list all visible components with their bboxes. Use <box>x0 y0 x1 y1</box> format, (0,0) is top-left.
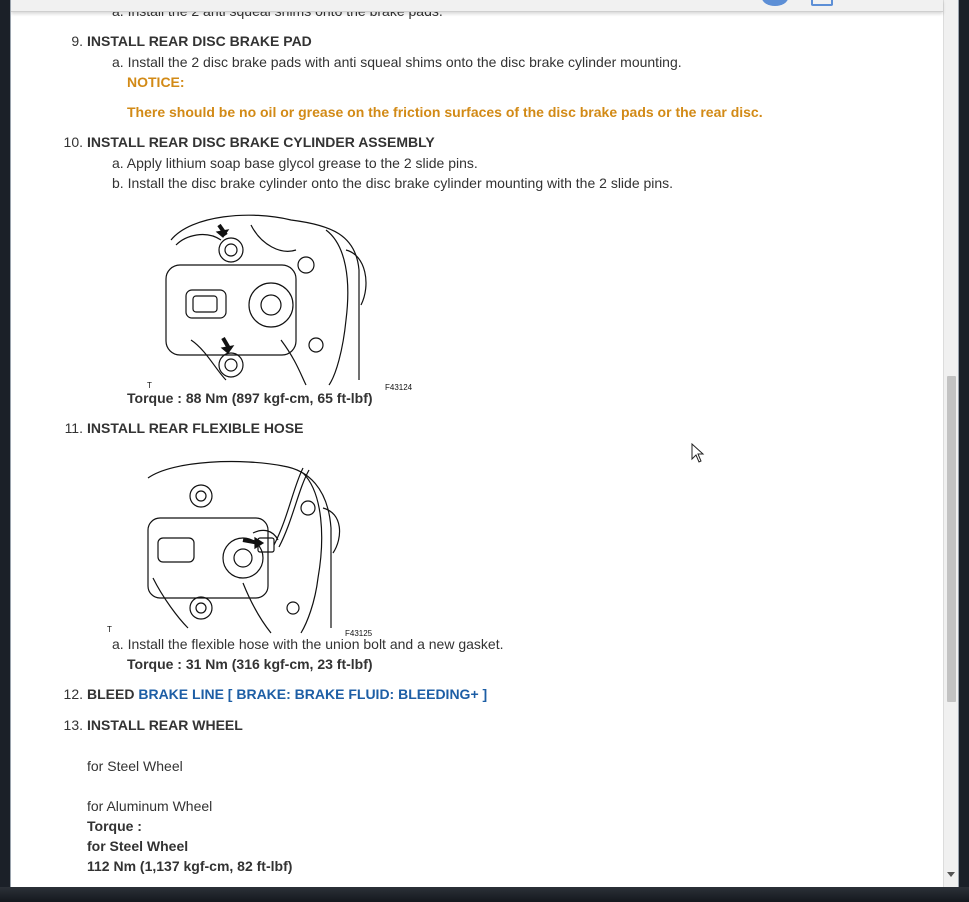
figure-2-code: F43125 <box>345 629 373 638</box>
step-10-torque: Torque : 88 Nm (897 kgf-cm, 65 ft-lbf) <box>127 390 373 406</box>
step-10-title: INSTALL REAR DISC BRAKE CYLINDER ASSEMBLY <box>87 134 435 150</box>
wheel-torque-label: Torque : <box>87 818 142 834</box>
step-13-number: 13. <box>63 717 83 733</box>
avatar[interactable] <box>762 0 788 6</box>
scrollbar-thumb[interactable] <box>947 376 956 702</box>
figure-2-label-left: T <box>107 625 112 634</box>
edit-icon[interactable] <box>811 0 833 6</box>
document-content <box>11 0 943 902</box>
notice-text: There should be no oil or grease on the friction surfaces of the disc brake pads or the rear disc. <box>127 104 763 120</box>
step-9-title: INSTALL REAR DISC BRAKE PAD <box>87 33 312 49</box>
document-window <box>11 0 958 902</box>
flexible-hose-illustration <box>93 458 383 636</box>
step-11-substep-a: a. Install the flexible hose with the union bolt and a new gasket. <box>112 636 504 652</box>
notice-label: NOTICE: <box>127 74 185 90</box>
brake-cylinder-illustration <box>131 210 411 390</box>
step-10-substep-b: b. Install the disc brake cylinder onto the disc brake cylinder mounting with the 2 slide pins. <box>112 175 674 191</box>
step-9-substep-a: a. Install the 2 disc brake pads with anti squeal shims onto the disc brake cylinder mounting. <box>112 54 682 70</box>
brake-line-bleeding-link[interactable]: BRAKE LINE [ BRAKE: BRAKE FLUID: BLEEDING+ ] <box>138 686 488 702</box>
step-10-substep-a: a. Apply lithium soap base glycol grease to the 2 slide pins. <box>112 155 478 171</box>
step-12-line <box>87 684 487 704</box>
toolbar <box>11 0 943 12</box>
steel-wheel-torque-heading: for Steel Wheel <box>87 838 189 854</box>
step-9-number: 9. <box>71 33 83 49</box>
vertical-scrollbar[interactable] <box>943 0 958 902</box>
aluminum-wheel-label: for Aluminum Wheel <box>87 798 213 814</box>
step-12-title: BLEED <box>87 686 135 702</box>
scroll-down-arrow-icon[interactable] <box>947 872 955 877</box>
step-13-title: INSTALL REAR WHEEL <box>87 717 243 733</box>
figure-1-label-left: T <box>147 381 152 390</box>
steel-wheel-label: for Steel Wheel <box>87 758 183 774</box>
desktop-taskbar-edge <box>0 887 969 902</box>
step-12-number: 12. <box>63 686 83 702</box>
step-11-title: INSTALL REAR FLEXIBLE HOSE <box>87 420 304 436</box>
step-11-number: 11. <box>64 420 83 436</box>
step-11-torque: Torque : 31 Nm (316 kgf-cm, 23 ft-lbf) <box>127 656 373 672</box>
step-10-number: 10. <box>63 134 83 150</box>
figure-1-code: F43124 <box>385 383 413 392</box>
steel-wheel-torque-value: 112 Nm (1,137 kgf-cm, 82 ft-lbf) <box>87 858 293 874</box>
mouse-pointer-icon <box>691 443 705 468</box>
